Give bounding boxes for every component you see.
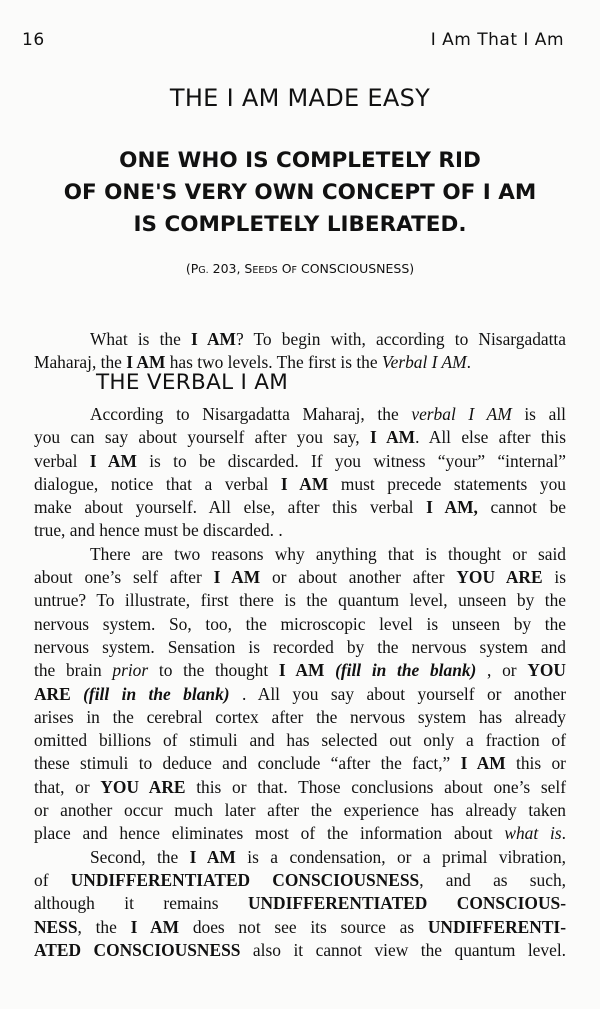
- running-title: I Am That I Am: [430, 30, 564, 50]
- text-line: arises in the cerebral cortex after the nervous system has already: [34, 706, 566, 727]
- text-line: NESS, the I AM does not see its source as UNDIFFERENTI-: [34, 916, 566, 937]
- text-line: dialogue, notice that a verbal I AM must precede statements you: [34, 473, 566, 494]
- text-line: According to Nisargadatta Maharaj, the verbal I AM is all: [90, 404, 566, 424]
- text-line: ATED CONSCIOUSNESS also it cannot view the quantum level.: [34, 939, 566, 960]
- text-line: of UNDIFFERENTIATED CONSCIOUSNESS, and as such,: [34, 869, 566, 890]
- section-body: [34, 403, 566, 962]
- text-line: these stimuli to deduce and conclude “after the fact,” I AM this or: [34, 753, 566, 774]
- text-line: place and hence eliminates most of the information about what is.: [34, 823, 566, 844]
- section-heading: THE VERBAL I AM: [96, 370, 289, 395]
- text-line: that, or YOU ARE this or that. Those conclusions about one’s self: [34, 776, 567, 797]
- text-line: What is the I AM? To begin with, according to Nisargadatta: [90, 329, 566, 349]
- text-line: the brain prior to the thought I AM (fill in the blank) , or YOU: [34, 660, 566, 681]
- text-line: although it remains UNDIFFERENTIATED CONSCIOUS-: [34, 893, 566, 914]
- page-header: [22, 30, 564, 54]
- text-line: make about yourself. All else, after this verbal I AM, cannot be: [34, 497, 567, 518]
- text-line: Maharaj, the I AM has two levels. The first is the Verbal I AM.: [34, 352, 471, 373]
- text-line: nervous system. So, too, the microscopic level is unseen by the: [34, 613, 566, 634]
- quote-line: IS COMPLETELY LIBERATED.: [133, 212, 467, 237]
- text-line: untrue? To illustrate, first there is the quantum level, unseen by the: [34, 590, 566, 611]
- text-line: about one’s self after I AM or about another after YOU ARE is: [34, 567, 567, 588]
- quote-line: OF ONE'S VERY OWN CONCEPT OF I AM: [63, 180, 537, 205]
- text-line: Second, the I AM is a condensation, or a primal vibration,: [90, 846, 566, 867]
- text-line: There are two reasons why anything that is thought or said: [90, 543, 566, 564]
- page-number: 16: [22, 30, 45, 50]
- text-line: omitted billions of stimuli and has selected out only a fraction of: [34, 730, 566, 751]
- text-line: true, and hence must be discarded. .: [34, 520, 283, 541]
- quote-citation: (PG. 203, SEEDS OF CONSCIOUSNESS): [185, 261, 415, 276]
- text-line: nervous system. Sensation is recorded by the nervous system and: [34, 636, 566, 657]
- text-line: you can say about yourself after you say, I AM. All else after this: [34, 427, 566, 448]
- text-line: ARE (fill in the blank) . All you say about yourself or another: [34, 683, 566, 704]
- pull-quote: [0, 145, 600, 241]
- intro-paragraph: [34, 328, 566, 375]
- text-line: or another occur much later after the experience has already taken: [34, 800, 566, 821]
- chapter-title: THE I AM MADE EASY: [169, 84, 431, 112]
- quote-line: ONE WHO IS COMPLETELY RID: [119, 148, 481, 173]
- text-line: verbal I AM is to be discarded. If you witness “your” “internal”: [34, 450, 566, 471]
